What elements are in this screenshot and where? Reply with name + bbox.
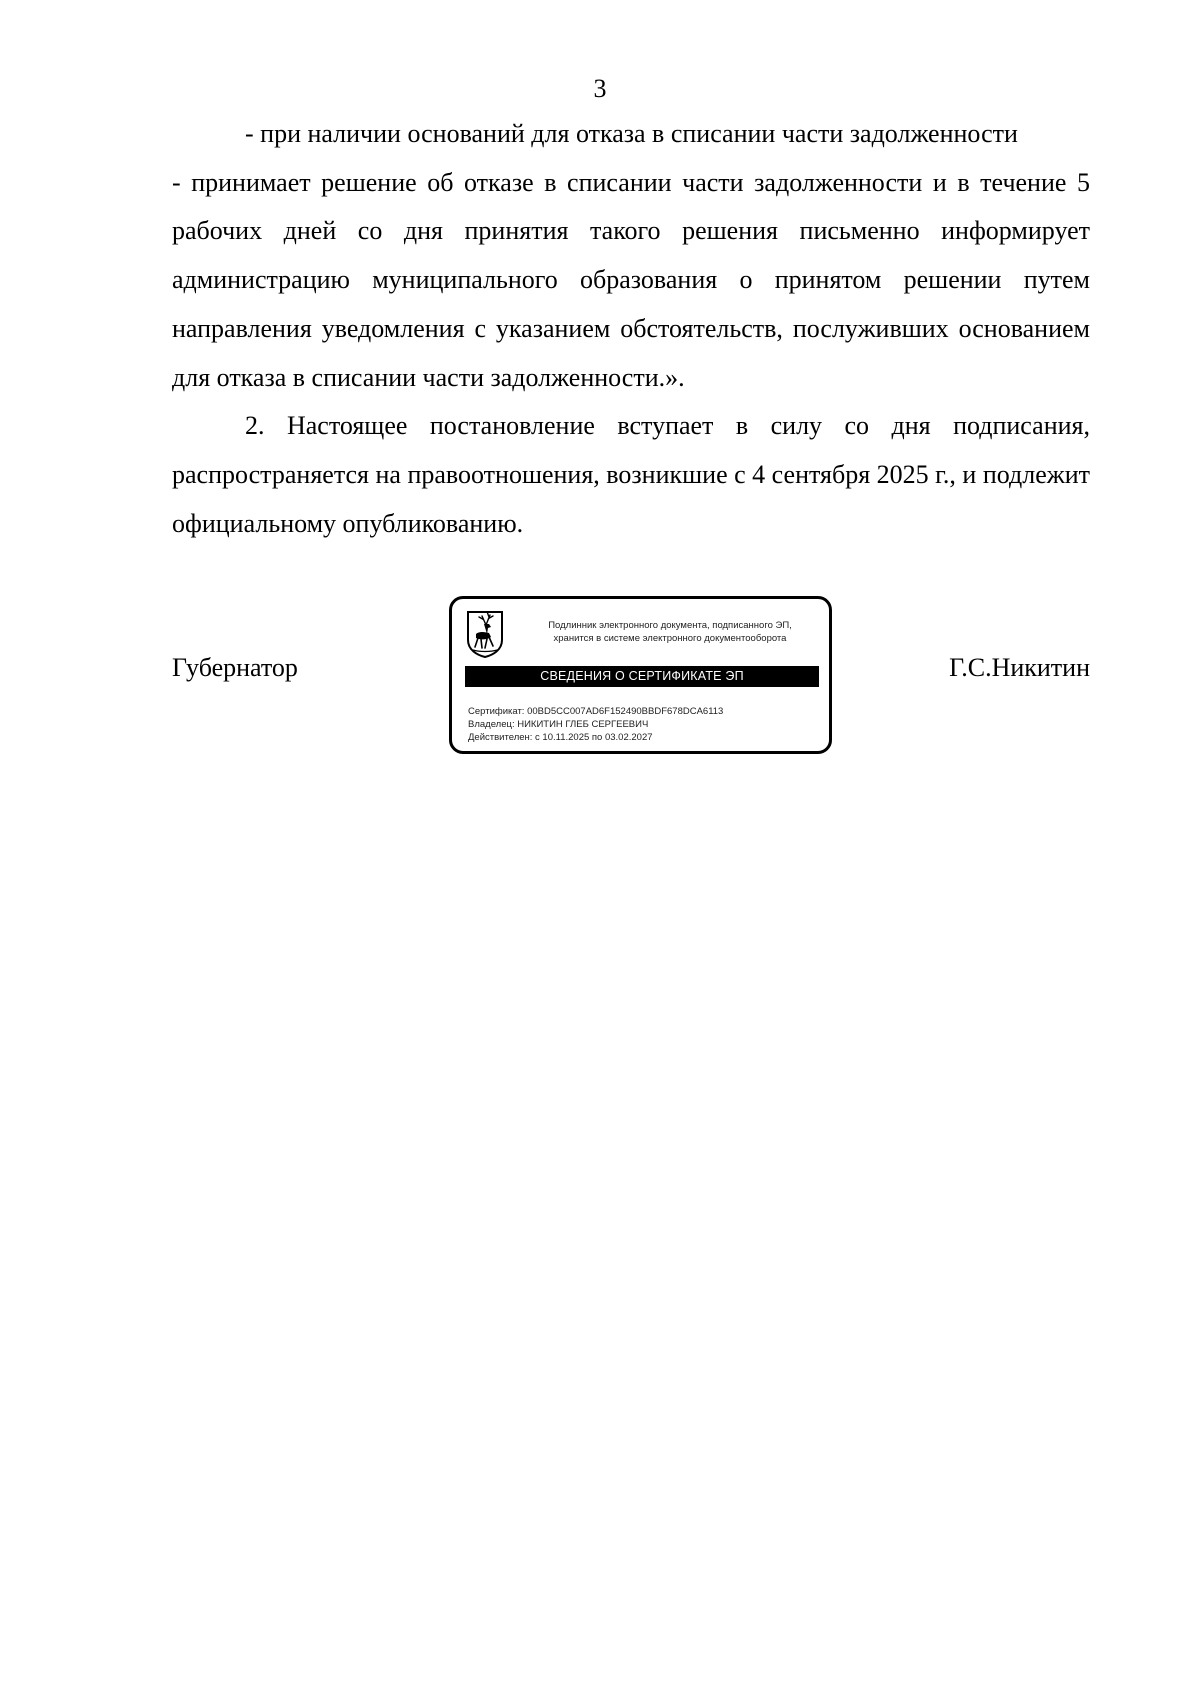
deer-coat-of-arms-icon <box>465 610 505 658</box>
stamp-certificate: Сертификат: 00BD5CC007AD6F152490BBDF678DCA6113 <box>468 706 724 717</box>
stamp-header-line-2: хранится в системе электронного документооборота <box>553 633 787 644</box>
stamp-owner: Владелец: НИКИТИН ГЛЕБ СЕРГЕЕВИЧ <box>468 719 649 730</box>
electronic-signature-stamp <box>449 596 832 754</box>
signer-role: Губернатор <box>172 653 298 682</box>
stamp-title-bar: СВЕДЕНИЯ О СЕРТИФИКАТЕ ЭП <box>465 666 819 687</box>
paragraph-1-first-line: - при наличии оснований для отказа в списании части задолженности <box>245 119 1018 148</box>
signer-name: Г.С.Никитин <box>949 653 1090 682</box>
stamp-header-line-1: Подлинник электронного документа, подписанного ЭП, <box>548 620 792 631</box>
stamp-validity: Действителен: с 10.11.2025 по 03.02.2027 <box>468 732 653 743</box>
stamp-header <box>514 619 826 645</box>
paragraph-2: 2. Настоящее постановление вступает в силу со дня подписания, распространяется на правоотношения, возникшие с 4 сентября 2025 г., и подлежит официальному опубликованию. <box>172 411 1090 538</box>
paragraph-1-continuation: - принимает решение об отказе в списании части задолженности и в течение 5 рабочих дней со дня принятия такого решения письменно информирует администрацию муниципального образования о принятом решении путем направления уведомления с указанием обстоятельств, послуживших основанием для отказа в списании части задолженности.». <box>172 167 1090 392</box>
page-number: 3 <box>593 74 607 103</box>
stamp-details <box>468 705 818 744</box>
document-body <box>172 110 1090 548</box>
